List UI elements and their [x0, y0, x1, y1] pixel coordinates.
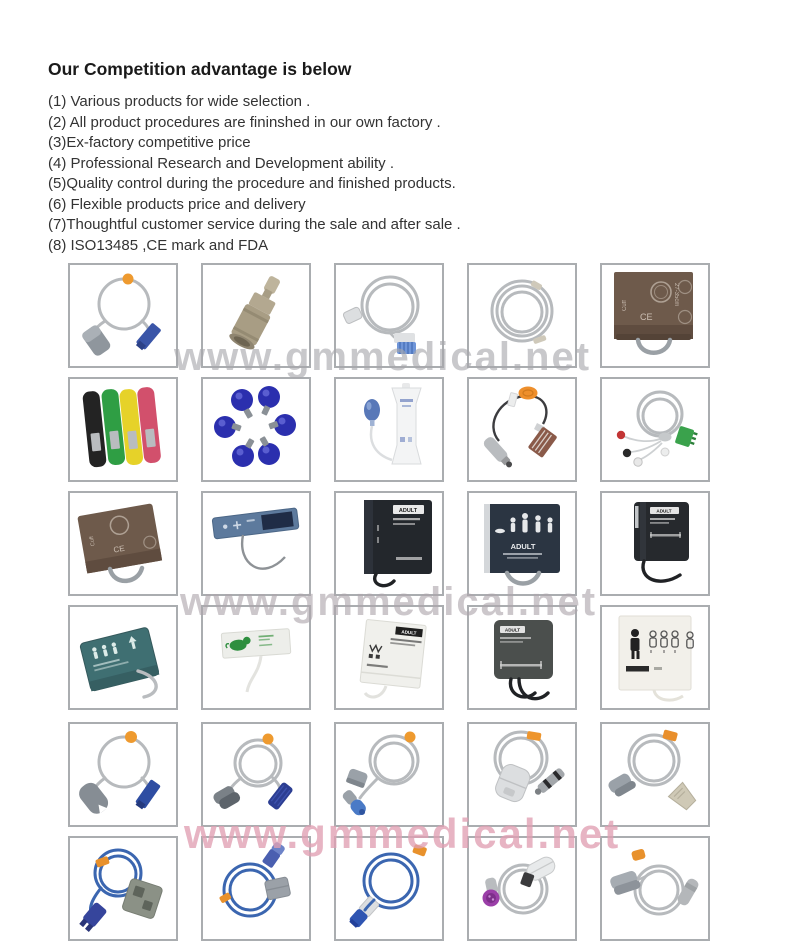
product-nibp-cuff-navy-family — [467, 491, 577, 596]
cuff-tube-icon — [654, 690, 683, 700]
finger-clip-icon — [212, 783, 242, 811]
suction-bulb-icon — [231, 389, 253, 419]
product-nibp-air-hose-coil — [467, 263, 577, 368]
metal-connector-icon — [227, 271, 288, 352]
orange-tag-icon — [519, 387, 538, 400]
suction-bulb-icon — [232, 438, 255, 467]
product-spo2-finger-clip-navy — [201, 722, 311, 827]
advantages-list — [48, 92, 461, 256]
cuff-adult-label: ADULT — [510, 542, 536, 551]
product-nibp-cuff-brown — [600, 263, 710, 368]
sensor-clip-icon — [346, 768, 369, 789]
product-nibp-metal-connector — [201, 263, 311, 368]
cuff-code-label-icon — [626, 666, 649, 672]
product-spo2-purple-connector — [467, 836, 577, 941]
cuff-name-label: Cuff — [88, 535, 97, 547]
advantage-item: (3)Ex-factory competitive price — [48, 134, 251, 151]
ce-mark-label: CE — [640, 312, 653, 322]
cuff-tube-icon — [247, 656, 261, 692]
product-grid — [68, 263, 710, 941]
red-snap-icon — [617, 431, 625, 439]
orange-tag-icon — [631, 848, 646, 861]
advantage-item: (7)Thoughtful customer service during the sale and after sale . — [48, 216, 461, 233]
advantage-item: (6) Flexible products price and delivery — [48, 195, 306, 213]
product-nibp-cuff-black-single-tube — [600, 491, 710, 596]
product-nibp-cuff-gray-two-tube — [467, 605, 577, 710]
connector-sleeve-icon — [394, 333, 415, 343]
product-spo2-soft-tip-sensor — [68, 722, 178, 827]
product-spo2-extension-cable-ge — [334, 263, 444, 368]
product-grid-bottom — [68, 722, 710, 941]
white-snap-icon — [634, 458, 642, 466]
product-spo2-adult-clip-lemo — [467, 722, 577, 827]
cuff-adult-label: ADULT — [656, 508, 672, 514]
advantage-item: (4) Professional Research and Development ability . — [48, 154, 395, 172]
product-disposable-cuff-white-figures — [600, 605, 710, 710]
advantage-item: (5)Quality control during the procedure and finished products. — [48, 175, 456, 192]
product-nibp-cuff-teal — [68, 605, 178, 710]
purple-connector-icon — [483, 877, 500, 907]
orange-tag-icon — [123, 274, 134, 285]
cuff-tube-icon — [375, 574, 394, 586]
product-ecg-suction-bulb-electrodes — [201, 377, 311, 482]
cuff-tube-icon — [638, 340, 670, 353]
product-ecg-limb-clamp-electrodes — [68, 377, 178, 482]
page-title: Our Competition advantage is below — [48, 59, 352, 79]
advantage-item: (8) ISO13485 ,CE mark and FDA — [48, 236, 269, 254]
product-spo2-round-blue-connector — [334, 722, 444, 827]
black-snap-icon — [623, 449, 631, 457]
cuff-adult-label: ADULT — [401, 629, 417, 636]
child-figures-icon — [650, 631, 693, 648]
product-spo2-finger-clip-sensor — [68, 263, 178, 368]
product-spo2-blue-coil-square-sensor — [201, 836, 311, 941]
bulb-tube-icon — [371, 426, 392, 460]
watermark-text: www.gmmedical.net — [184, 810, 621, 857]
advantage-item: (2) All product procedures are fininshed in our own factory . — [48, 113, 441, 131]
cuff-tube-icon — [365, 686, 386, 697]
soft-tip-sensor-icon — [75, 779, 111, 817]
orange-tag-icon — [662, 729, 678, 741]
product-ecg-trunk-cable — [600, 377, 710, 482]
product-grid-top — [68, 263, 710, 710]
product-spo2-clip-gray-round-connector — [600, 836, 710, 941]
product-disposable-cuff-with-bulb — [334, 377, 444, 482]
blue-connector-icon — [397, 342, 416, 354]
product-nibp-cuff-black-adult — [334, 491, 444, 596]
navy-connector-icon — [78, 901, 107, 932]
suction-bulb-icon — [268, 414, 296, 436]
suction-bulb-icon — [258, 436, 280, 465]
sensor-plug-icon — [342, 306, 362, 324]
product-neonatal-disposable-cuff-blue — [201, 491, 311, 596]
db-connector-icon — [668, 782, 698, 812]
ce-mark-label: CE — [112, 543, 126, 555]
square-sensor-icon — [264, 877, 290, 900]
product-spo2-db-connector — [600, 722, 710, 827]
squeeze-bulb-icon — [364, 399, 380, 421]
orange-tag-icon — [95, 856, 110, 868]
orange-tag-icon — [125, 731, 137, 743]
suction-bulb-icon — [214, 416, 242, 438]
product-disposable-cuff-white-adult — [334, 605, 444, 710]
neonatal-cuff-icon — [212, 508, 299, 539]
product-ibp-adapter-cable — [467, 377, 577, 482]
watermark-text: www.gmmedical.net — [174, 335, 592, 379]
round-connector-icon — [676, 877, 700, 907]
product-spo2-blue-coil-philips — [334, 836, 444, 941]
orange-tag-icon — [263, 734, 274, 745]
cuff-adult-label: ADULT — [504, 627, 521, 633]
cuff-name-label: Cuff — [622, 300, 628, 311]
cuff-tube-icon — [643, 561, 680, 581]
blue-connector-icon — [262, 841, 286, 868]
neonatal-cuff-icon — [221, 629, 291, 659]
navy-connector-icon — [267, 781, 294, 810]
cuff-size-label: 27-35cm — [673, 283, 679, 307]
green-connector-icon — [675, 426, 699, 449]
orange-tag-icon — [405, 732, 416, 743]
square-sensor-icon — [122, 878, 164, 920]
finger-clip-icon — [81, 324, 113, 358]
watermark-text: www.gmmedical.net — [180, 580, 598, 624]
cuff-tube-icon — [110, 568, 142, 581]
cuff-tube-icon — [242, 535, 285, 569]
advantage-item: (1) Various products for wide selection . — [48, 93, 311, 110]
suction-bulb-icon — [258, 386, 280, 416]
adult-clip-sensor-icon — [493, 762, 533, 804]
brown-connector-icon — [528, 426, 558, 458]
orange-tag-icon — [412, 844, 427, 857]
product-spo2-blue-cable-nellcor — [68, 836, 178, 941]
cuff-adult-label: ADULT — [398, 508, 418, 514]
cuff-tube-icon — [507, 573, 539, 584]
product-nibp-cuff-brown-folded — [68, 491, 178, 596]
product-neonatal-cuff-lion — [201, 605, 311, 710]
